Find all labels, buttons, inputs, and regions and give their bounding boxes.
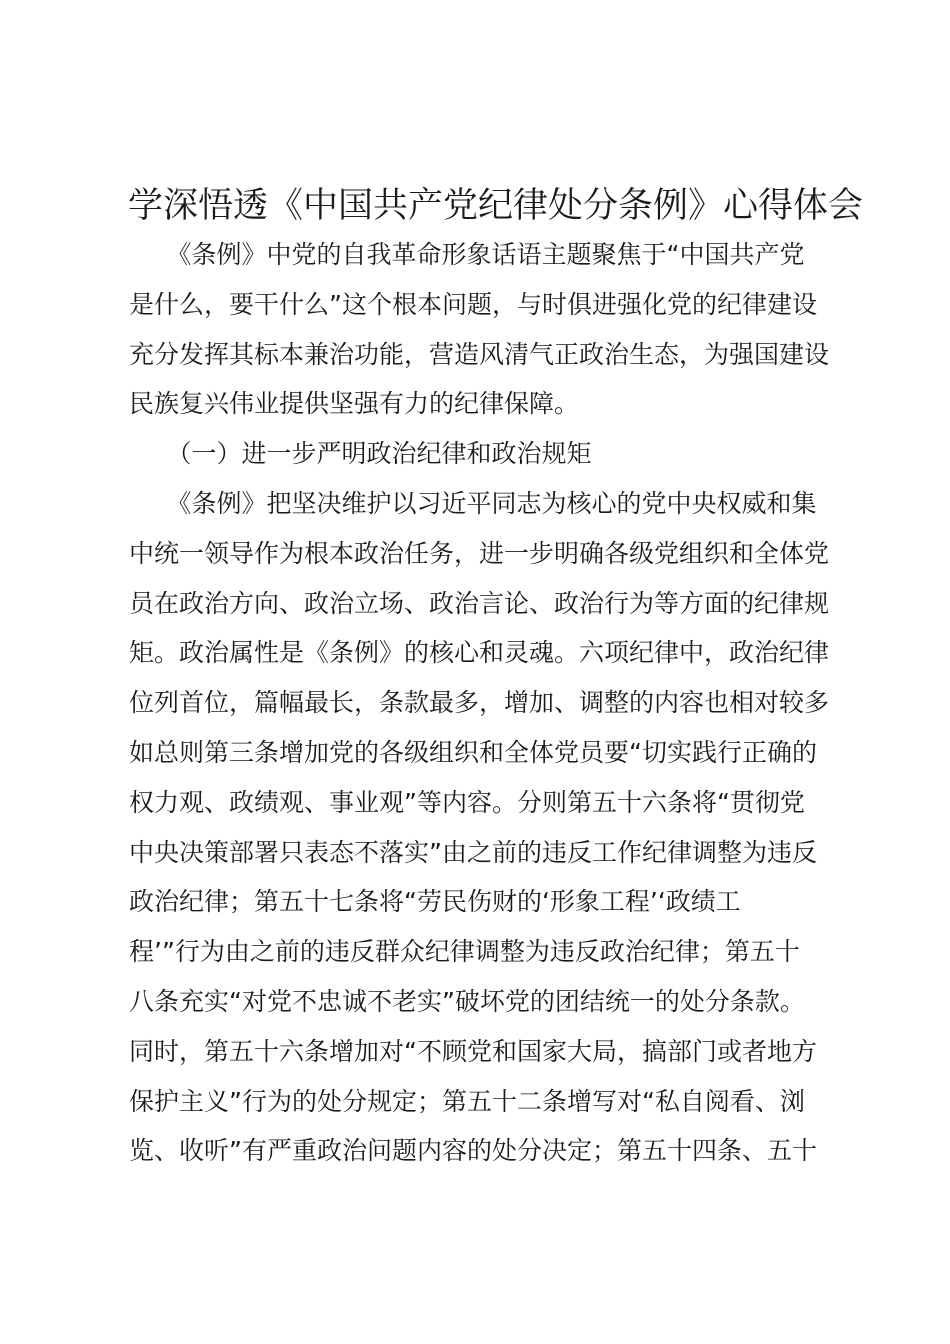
body-line: 政治纪律；第五十七条将“劳民伤财的‘形象工程’‘政绩工 (129, 887, 741, 917)
body-line: 员在政治方向、政治立场、政治言论、政治行为等方面的纪律规 (129, 588, 830, 618)
body-line: 中统一领导作为根本政治任务，进一步明确各级党组织和全体党 (129, 538, 830, 568)
body-line: 《条例》中党的自我革命形象话语主题聚焦于“中国共产党 (129, 240, 805, 269)
body-line: 八条充实“对党不忠诚不老实”破坏党的团结统一的处分条款。 (129, 986, 805, 1016)
body-line: 览、收听”有严重政治问题内容的处分决定；第五十四条、五十 (129, 1136, 817, 1166)
body-line: 如总则第三条增加党的各级组织和全体党员要“切实践行正确的 (129, 737, 817, 767)
body-line: 程’”行为由之前的违反群众纪律调整为违反政治纪律；第五十 (129, 937, 800, 967)
body-line: 《条例》把坚决维护以习近平同志为核心的党中央权威和集 (129, 488, 817, 518)
body-line: 充分发挥其标本兼治功能，营造风清气正政治生态，为强国建设 (129, 339, 830, 369)
body-line: 位列首位，篇幅最长，条款最多，增加、调整的内容也相对较多 (129, 688, 830, 718)
body-line: 权力观、政绩观、事业观”等内容。分则第五十六条将“贯彻党 (129, 787, 805, 817)
document-body (129, 230, 869, 1176)
body-line: 是什么，要干什么”这个根本问题，与时俱进强化党的纪律建设 (129, 289, 817, 319)
body-line: 矩。政治属性是《条例》的核心和灵魂。六项纪律中，政治纪律 (129, 638, 830, 668)
body-line: 同时，第五十六条增加对“不顾党和国家大局，搞部门或者地方 (129, 1036, 817, 1066)
body-line: 保护主义”行为的处分规定；第五十二条增写对“私自阅看、浏 (129, 1086, 805, 1116)
section-heading: （一）进一步严明政治纪律和政治规矩 (129, 439, 592, 469)
body-line: 民族复兴伟业提供坚强有力的纪律保障。 (129, 389, 580, 419)
body-line: 中央决策部署只表态不落实”由之前的违反工作纪律调整为违反 (129, 837, 817, 867)
document-title: 学深悟透《中国共产党纪律处分条例》心得体会 (128, 186, 864, 226)
